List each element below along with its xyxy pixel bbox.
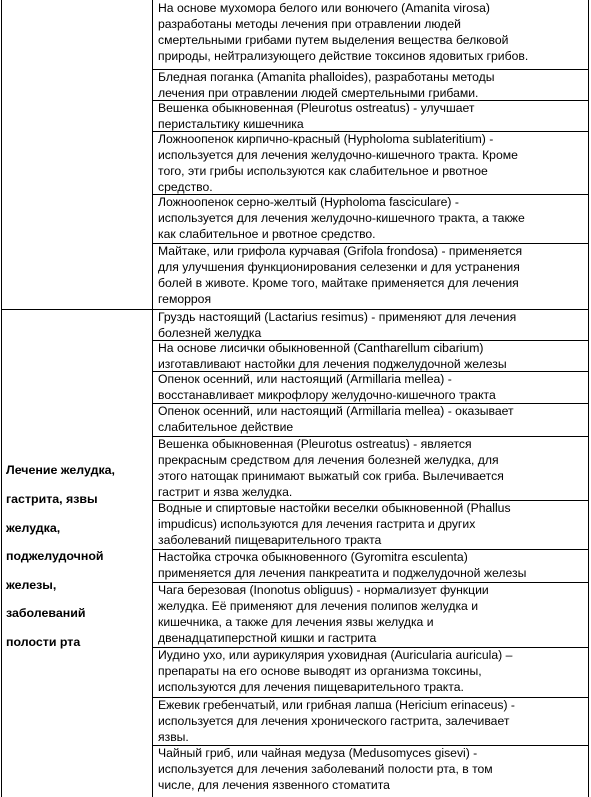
table-cell — [158, 404, 584, 436]
table-right-border — [588, 0, 589, 797]
text-line: Чайный гриб, или чайная медуза (Medusomyces gisevi) - — [158, 746, 478, 760]
text-line: разработаны методы лечения при отравлении людей — [158, 16, 461, 31]
table-cell — [158, 550, 584, 582]
table-cell — [158, 372, 584, 404]
text-line: лечения при отравлении людей смертельными грибами. — [158, 85, 479, 100]
text-line: Вешенка обыкновенная (Pleurotus ostreatus) - улучшает — [158, 101, 475, 115]
table-cell — [158, 648, 584, 696]
text-line: смертельными грибами путем выделения вещества белковой — [158, 32, 509, 47]
text-line: числе, для лечения язвенного стоматита — [158, 777, 390, 792]
text-line: используется для лечения заболеваний полости рта, в том — [158, 761, 493, 776]
text-line: кишечника, а также для лечения язвы желудка и — [158, 614, 434, 629]
text-line: восстанавливает микрофлору желудочно-кишечного тракта — [158, 387, 496, 402]
text-line: для улучшения функционирования селезенки и для устранения — [158, 259, 520, 274]
text-line: Настойка строчка обыкновенного (Gyromitra esculenta) — [158, 550, 468, 564]
text-line: природы, нейтрализующего действие токсинов ядовитых грибов. — [158, 48, 529, 63]
text-line: impudicus) используются для лечения гастрита и других — [158, 516, 476, 531]
text-line: заболеваний пищеварительного тракта — [158, 532, 382, 547]
text-line: средство. — [158, 179, 213, 194]
category-label — [6, 450, 152, 663]
table-cell — [158, 437, 584, 501]
text-line: этого натощак принимают выжатый сок гриба. Вылечивается — [158, 468, 504, 483]
table-cell — [158, 1, 584, 65]
table-cell — [158, 132, 584, 196]
category-line: железы, — [6, 577, 57, 592]
table-cell — [158, 583, 584, 647]
text-line: болезней желудка — [158, 325, 262, 340]
text-line: Вешенка обыкновенная (Pleurotus ostreatus) - является — [158, 437, 472, 451]
text-line: Груздь настоящий (Lactarius resimus) - применяют для лечения — [158, 310, 517, 324]
text-line: прекрасным средством для лечения болезней желудка, для — [158, 452, 499, 467]
text-line: Чага березовая (Inonotus obliguus) - нормализует функции — [158, 583, 489, 597]
table-cell — [158, 195, 584, 243]
text-line: На основе мухомора белого или вонючего (Amanita virosa) — [158, 1, 490, 15]
text-line: используется для лечения хронического гастрита, залечивает — [158, 713, 510, 728]
category-line: гастрита, язвы — [6, 491, 98, 506]
table-cell — [158, 501, 584, 549]
text-line: Майтаке, или грифола курчавая (Grifola frondosa) - применяется — [158, 244, 523, 258]
text-line: Иудино ухо, или аурикулярия уховидная (Auricularia auricula) – — [158, 648, 513, 662]
text-line: используется для лечения желудочно-кишечного тракта. Кроме — [158, 147, 518, 162]
text-line: используется для лечения желудочно-кишечного тракта, а также — [158, 210, 525, 225]
text-line: болей в животе. Кроме того, майтаке применяется для лечения — [158, 275, 519, 290]
category-line: Лечение желудка, — [6, 463, 115, 478]
text-line: геморроя — [158, 291, 212, 306]
text-line: Опенок осенний, или настоящий (Armillaria mellea) - — [158, 372, 452, 386]
category-line: желудка, — [6, 520, 61, 535]
text-line: На основе лисички обыкновенной (Cantharellum cibarium) — [158, 341, 484, 355]
category-line: поджелудочной — [6, 549, 104, 564]
table-left-border — [1, 0, 2, 797]
table-cell — [158, 244, 584, 308]
text-line: препараты на его основе выводят из организма токсины, — [158, 663, 482, 678]
text-line: Ложноопенок кирпично-красный (Hypholoma sublateritium) - — [158, 132, 494, 146]
text-line: Ежевик гребенчатый, или грибная лапша (Hericium erinaceus) - — [158, 698, 515, 712]
table-cell — [158, 341, 584, 373]
text-line: как слабительное и рвотное средство. — [158, 226, 376, 241]
text-line: Ложноопенок серно-желтый (Hypholoma fasciculare) - — [158, 195, 459, 209]
text-line: используются для лечения пищеварительного тракта. — [158, 679, 464, 694]
text-line: Бледная поганка (Amanita phalloides), разработаны методы — [158, 70, 495, 84]
text-line: того, эти грибы используются как слабительное и рвотное — [158, 163, 488, 178]
table-cell — [158, 101, 584, 133]
text-line: гастрит и язва желудка. — [158, 484, 293, 499]
text-line: двенадцатиперстной кишки и гастрита — [158, 630, 377, 645]
table-cell — [158, 310, 584, 342]
text-line: Водные и спиртовые настойки веселки обыкновенной (Phallus — [158, 501, 511, 515]
text-line: желудка. Её применяют для лечения полипов желудка и — [158, 598, 479, 613]
text-line: перистальтику кишечника — [158, 116, 304, 131]
category-line: заболеваний — [6, 606, 86, 621]
table-cell — [158, 698, 584, 746]
text-line: Опенок осенний, или настоящий (Armillaria mellea) - оказывает — [158, 404, 514, 418]
table-cell — [158, 70, 584, 102]
text-line: применяется для лечения панкреатита и поджелудочной железы — [158, 565, 527, 580]
column-divider — [152, 0, 153, 797]
text-line: изготавливают настойки для лечения поджелудочной железы — [158, 356, 507, 371]
table-cell — [158, 746, 584, 794]
text-line: язвы. — [158, 729, 189, 744]
category-line: полости рта — [6, 634, 81, 649]
text-line: слабительное действие — [158, 419, 294, 434]
